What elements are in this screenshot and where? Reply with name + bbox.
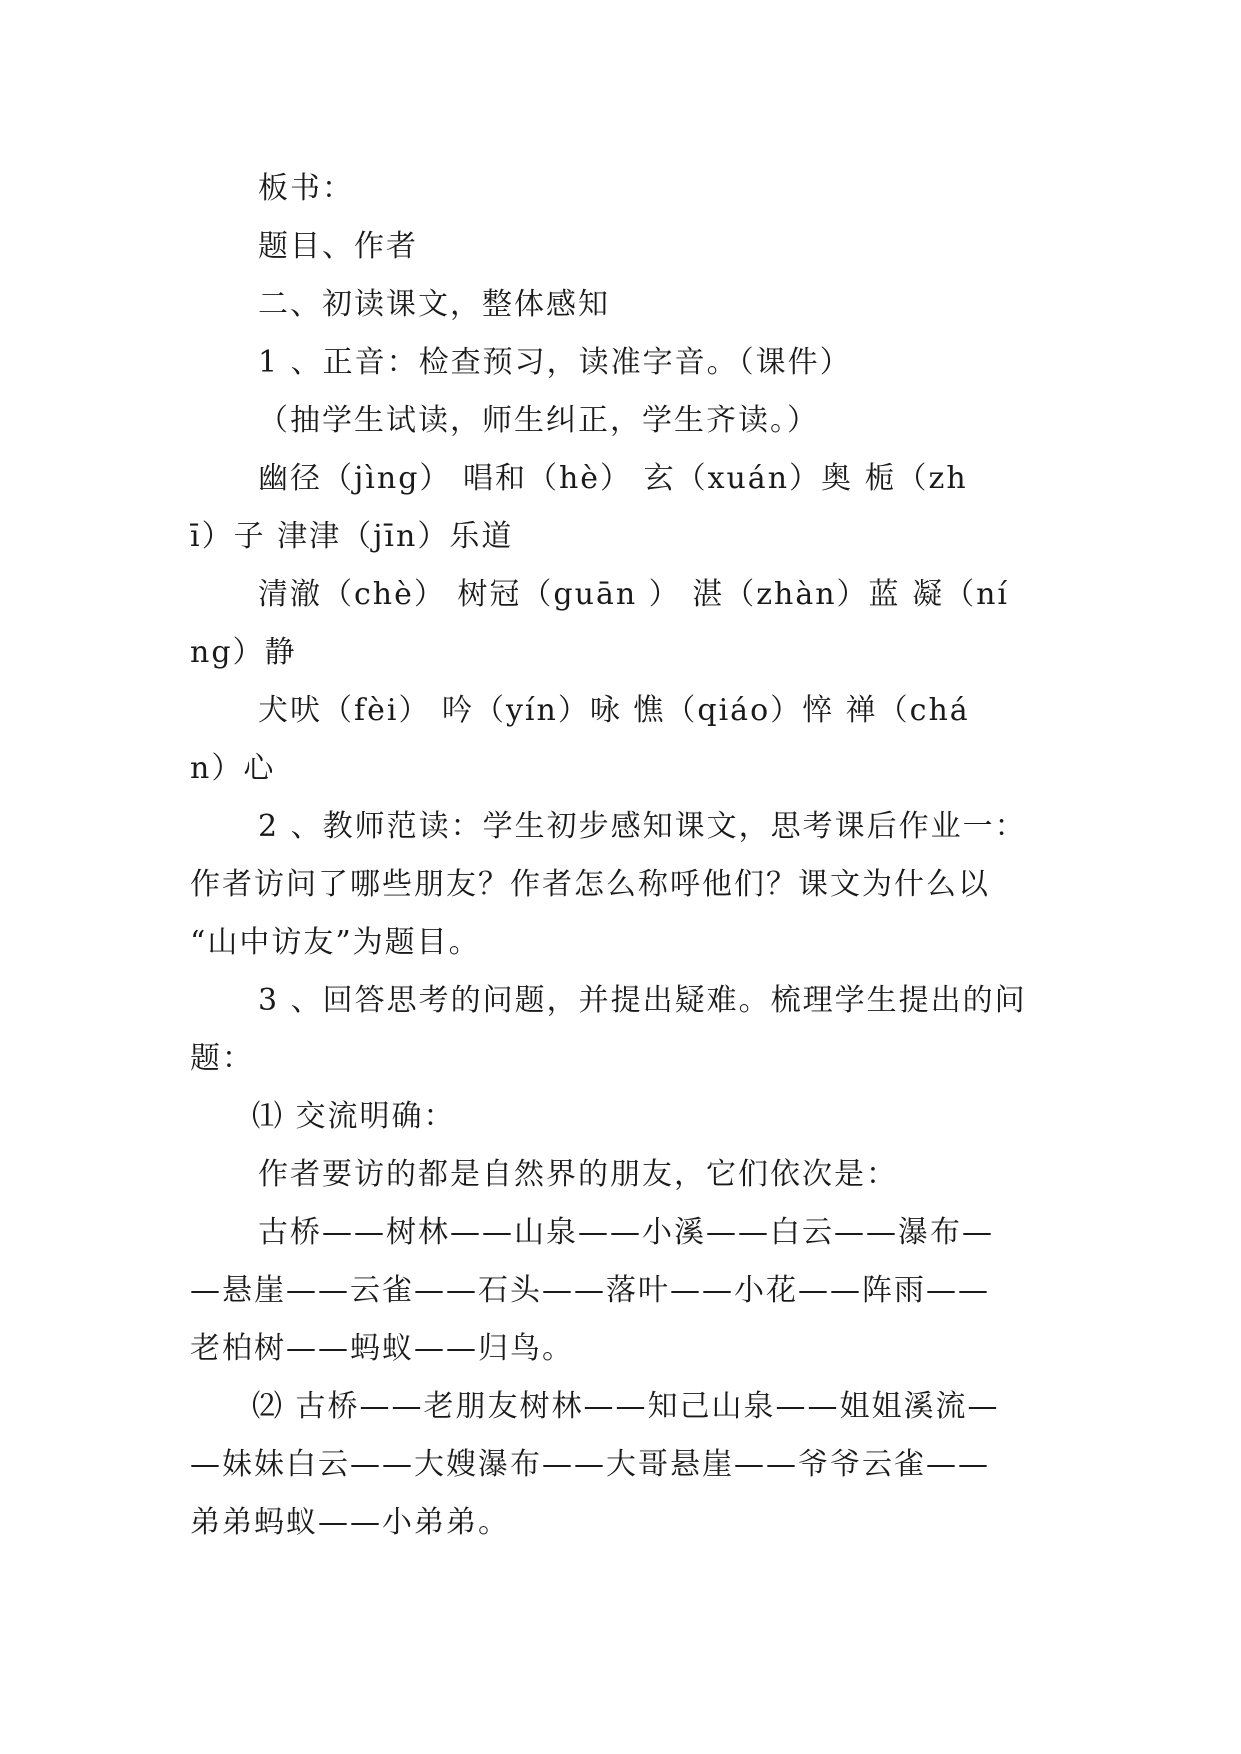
text-line: 题目、作者 (258, 229, 418, 264)
text-line: ⑴ 交流明确： (252, 1099, 456, 1134)
text-line: —妹妹白云——大嫂瀑布——大哥悬崖——爷爷云雀—— (190, 1447, 990, 1482)
text-line: ⑵ 古桥——老朋友树林——知己山泉——姐姐溪流— (252, 1389, 1000, 1424)
text-line: 作者要访的都是自然界的朋友，它们依次是： (258, 1157, 898, 1192)
text-line: 1 、正音：检查预习，读准字音。（课件） (258, 345, 852, 380)
text-line: 清澈（chè） 树冠（guān ） 湛（zhàn）蓝 凝（ní (258, 577, 1010, 612)
text-line: 板书： (258, 171, 354, 206)
text-line: n）心 (190, 751, 276, 786)
text-line: 2 、教师范读：学生初步感知课文，思考课后作业一： (258, 809, 1027, 844)
text-line: ī）子 津津（jīn）乐道 (190, 519, 514, 554)
document-page (190, 160, 1060, 1552)
text-line: 幽径（jìng） 唱和（hè） 玄（xuán）奥 栀（zh (258, 461, 968, 496)
text-line: （抽学生试读，师生纠正，学生齐读。） (258, 403, 819, 438)
text-line: “山中访友”为题目。 (190, 925, 481, 960)
text-line: 弟弟蚂蚁——小弟弟。 (190, 1505, 510, 1540)
text-line: ng）静 (190, 635, 297, 670)
text-line: 老柏树——蚂蚁——归鸟。 (190, 1331, 574, 1366)
text-line: 题： (190, 1041, 254, 1076)
text-line: 作者访问了哪些朋友？作者怎么称呼他们？课文为什么以 (190, 867, 990, 902)
text-line: 3 、回答思考的问题，并提出疑难。梳理学生提出的问 (258, 983, 1027, 1018)
text-line: 犬吠（fèi） 吟（yín）咏 憔（qiáo）悴 禅（chá (258, 693, 970, 728)
text-line: 古桥——树林——山泉——小溪——白云——瀑布— (258, 1215, 994, 1250)
text-line: —悬崖——云雀——石头——落叶——小花——阵雨—— (190, 1273, 990, 1308)
text-line: 二、初读课文，整体感知 (258, 287, 610, 322)
